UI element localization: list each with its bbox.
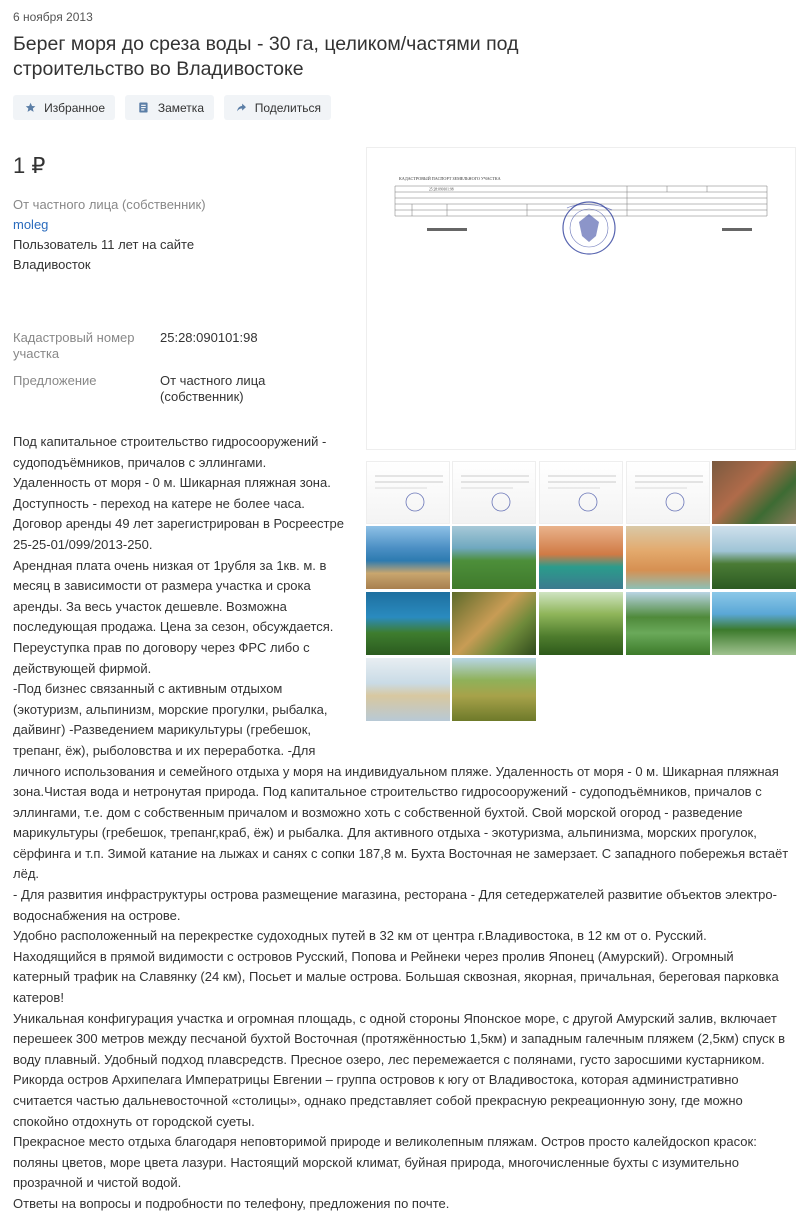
- description-line: аренды. За весь участок дешевле. Возможна: [13, 598, 287, 614]
- description-line: прозрачной и чистой водой.: [13, 1175, 182, 1191]
- listing-title: Берег моря до среза воды - 30 га, целиком/частями под строительство во Владивостоке: [13, 33, 519, 80]
- description-line: катеров!: [13, 990, 64, 1006]
- doc-cadastral: 25:28:090101:98: [429, 187, 454, 192]
- description-line: последующая продажа. Цена за сезон, обсуждается.: [13, 619, 334, 635]
- description-line: поляны цветов, море цвета лазури. Настоящий морской климат, буйная природа, многочисленные бухты с изумительно: [13, 1154, 739, 1170]
- param-value-cadastral: 25:28:090101:98: [160, 330, 258, 345]
- description-line: дайвинг) -Разведением марикультуры (гребешок,: [13, 722, 312, 738]
- seller-type: От частного лица (собственник): [13, 197, 206, 212]
- description-line: Удобно расположенный на перекрестке судоходных путей в 32 км от центра г.Владивостока, в 12 км от о. Русский.: [13, 928, 707, 944]
- description-line: Доступность - переход на катере не более часа.: [13, 495, 305, 511]
- description-line: (экотуризм, альпинизм, морские прогулки, рыбалка,: [13, 701, 328, 717]
- favorite-label: Избранное: [44, 100, 105, 115]
- description-line: Удаленность от моря - 0 м. Шикарная пляжная зона.: [13, 475, 331, 491]
- description-line: перешеек 300 метров между песчаной бухтой Восточная (протяжённостью 1,5км) и западным галечным пляжем (2,5км) спуск в: [13, 1031, 786, 1047]
- seller-since: Пользователь 11 лет на сайте: [13, 237, 195, 252]
- description-line: воду плавный. Удобный подход плавсредств. Пресное озеро, лес перемежается с полянами, густо заросшими кустарником.: [13, 1051, 765, 1067]
- description-line: лёд.: [13, 866, 40, 882]
- description-line: - Для развития инфраструктуры острова размещение магазина, ресторана - Для сетедержателей развитие объектов электро-: [13, 887, 777, 903]
- share-icon: [236, 101, 247, 114]
- listing-date: 6 ноября 2013: [13, 10, 93, 24]
- note-label: Заметка: [157, 100, 204, 115]
- description-line: 25-25-01/099/2013-250.: [13, 536, 153, 552]
- description-line: Под капитальное строительство гидросооружений -: [13, 434, 327, 449]
- description-line: Арендная плата очень низкая от 1рубля за 1кв. м. в: [13, 557, 327, 573]
- description-line: трепанг, ёж), рыболовства и их переработка. -Для: [13, 742, 316, 758]
- description-line: марикультуры (гребешок, трепанг,краб, ёж) и рыбалка. Для активного отдыха - экотуризма, альпинизма, морских прогулок,: [13, 825, 757, 841]
- share-button[interactable]: [224, 95, 331, 120]
- note-icon: [137, 101, 150, 114]
- description-line: судоподъёмников, причалов с эллингами.: [13, 454, 267, 470]
- description-line: считается частью дальневосточной «столицы», однако представляет собой прекрасную рекреационную зону, где можно: [13, 1093, 743, 1108]
- description-line: Переуступка прав по договору через ФРС либо с: [13, 639, 310, 655]
- seller-name-link[interactable]: moleg: [13, 217, 49, 232]
- param-label-offer: Предложение: [13, 373, 97, 388]
- main-photo[interactable]: [366, 147, 796, 450]
- favorite-button[interactable]: [13, 95, 115, 120]
- description-line: зона.Чистая вода и нетронутая природа. Под капитальное строительство гидросооружений - судоподъёмников, причалов с: [13, 784, 762, 800]
- doc-header: КАДАСТРОВЫЙ ПАСПОРТ ЗЕМЕЛЬНОГО УЧАСТКА: [399, 176, 501, 181]
- description-line: водоснабжения на острове.: [13, 907, 181, 923]
- description-line: месяц в зависимости от размера участка и срока: [13, 578, 311, 594]
- description-line: Уникальная конфигурация участка и огромная площадь, с одной стороны Японское море, с другой Амурский залив, включает: [13, 1010, 777, 1026]
- description-line: Находящийся в прямой видимости с островов Русский, Попова и Рейнеки через пролив Японец (Амурский). Огромный: [13, 948, 734, 964]
- description-line: -Под бизнес связанный с активным отдыхом: [13, 681, 283, 697]
- seller-city: Владивосток: [13, 257, 91, 272]
- description-line: личного использования и семейного отдыха у моря на индивидуальном пляже. Удаленность от моря - 0 м. Шикарная пляжная: [13, 763, 779, 779]
- note-button[interactable]: [125, 95, 214, 120]
- cadastral-document-image: [367, 148, 795, 449]
- description-line: эллингами, т.е. дом с собственным причалом и возможно хоть с собственной бухтой. Свой морской огород - разведение: [13, 804, 743, 820]
- description: [13, 432, 797, 1215]
- description-line: сёрфинга и т.п. Зимой катание на лыжах и санях с сопки 187,8 м. Бухта Восточная не замерзает. С западного побережья встаёт: [13, 845, 789, 861]
- description-line: катерный трафик на Славянку (24 км), Посьет и малые острова. Большая сквозная, якорная, причальная, береговая парковка: [13, 969, 779, 985]
- description-line: Ответы на вопросы и подробности по телефону, предложения по почте.: [13, 1195, 450, 1211]
- description-line: Договор аренды 49 лет зарегистрирован в Росреестре: [13, 516, 344, 532]
- description-line: Прекрасное место отдыха благодаря неповторимой природе и великолепным пляжам. Остров просто калейдоскоп красок:: [13, 1134, 757, 1150]
- param-value-offer: От частного лица (собственник): [160, 373, 266, 404]
- share-label: Поделиться: [254, 100, 321, 115]
- price: 1 ₽: [13, 153, 46, 178]
- star-icon: [25, 101, 36, 114]
- description-line: действующей фирмой.: [13, 660, 152, 676]
- param-label-cadastral: Кадастровый номер участка: [13, 330, 135, 361]
- description-line: спокойно отдохнуть от городской суеты.: [13, 1113, 255, 1129]
- description-line: Рикорда остров Архипелага Императрицы Евгении – группа островов к югу от Владивостока, которая административно: [13, 1072, 739, 1088]
